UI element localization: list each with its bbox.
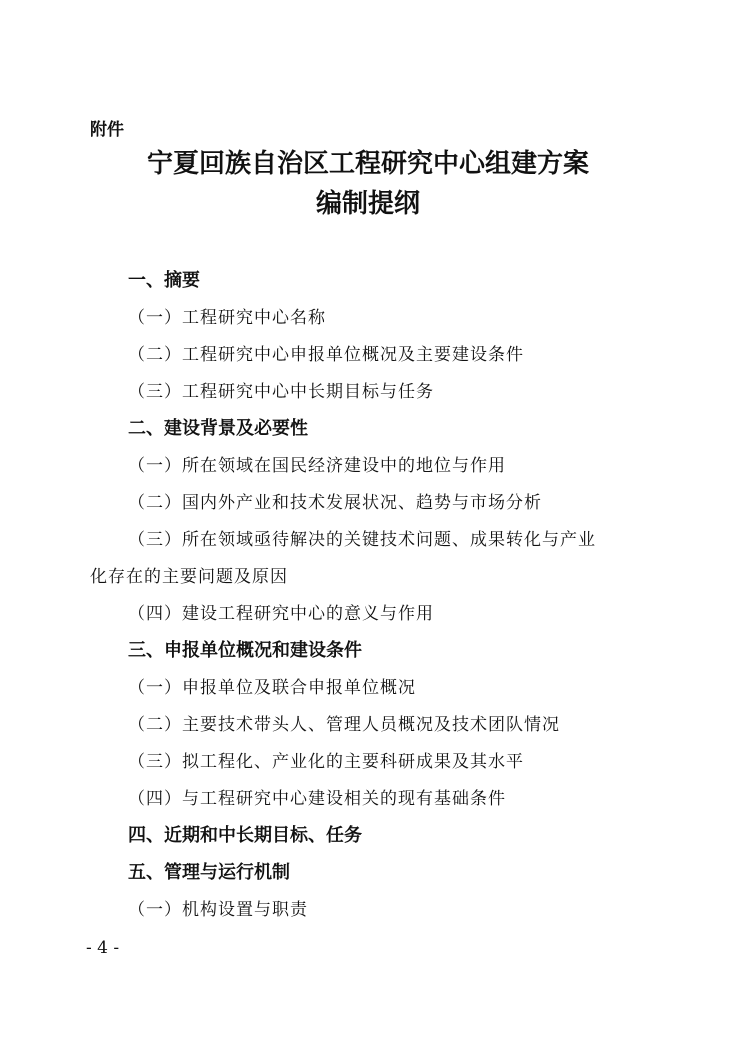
subsection-1-1: （一）工程研究中心名称 <box>128 308 326 328</box>
document-title-line-2: 编制提纲 <box>315 189 420 219</box>
subsection-3-2: （二）主要技术带头人、管理人员概况及技术团队情况 <box>128 715 560 735</box>
section-heading-5: 五、管理与运行机制 <box>128 862 290 883</box>
section-heading-3: 三、申报单位概况和建设条件 <box>128 640 362 661</box>
subsection-1-3: （三）工程研究中心中长期目标与任务 <box>128 382 434 402</box>
subsection-2-3: （三）所在领域亟待解决的关键技术问题、成果转化与产业 <box>128 530 596 550</box>
subsection-1-2: （二）工程研究中心申报单位概况及主要建设条件 <box>128 345 524 365</box>
subsection-3-3: （三）拟工程化、产业化的主要科研成果及其水平 <box>128 752 524 772</box>
subsection-2-1: （一）所在领域在国民经济建设中的地位与作用 <box>128 456 506 476</box>
subsection-3-1: （一）申报单位及联合申报单位概况 <box>128 678 416 698</box>
subsection-2-2: （二）国内外产业和技术发展状况、趋势与市场分析 <box>128 493 542 513</box>
subsection-2-4: （四）建设工程研究中心的意义与作用 <box>128 604 434 624</box>
subsection-3-4: （四）与工程研究中心建设相关的现有基础条件 <box>128 789 506 809</box>
section-heading-4: 四、近期和中长期目标、任务 <box>128 825 362 846</box>
subsection-5-1: （一）机构设置与职责 <box>128 900 308 920</box>
attachment-label: 附件 <box>90 120 124 140</box>
subsection-2-3-continued: 化存在的主要问题及原因 <box>90 567 288 587</box>
section-heading-1: 一、摘要 <box>128 270 200 291</box>
page-number: - 4 - <box>86 938 120 958</box>
document-title-line-1: 宁夏回族自治区工程研究中心组建方案 <box>146 149 589 179</box>
section-heading-2: 二、建设背景及必要性 <box>128 418 308 439</box>
